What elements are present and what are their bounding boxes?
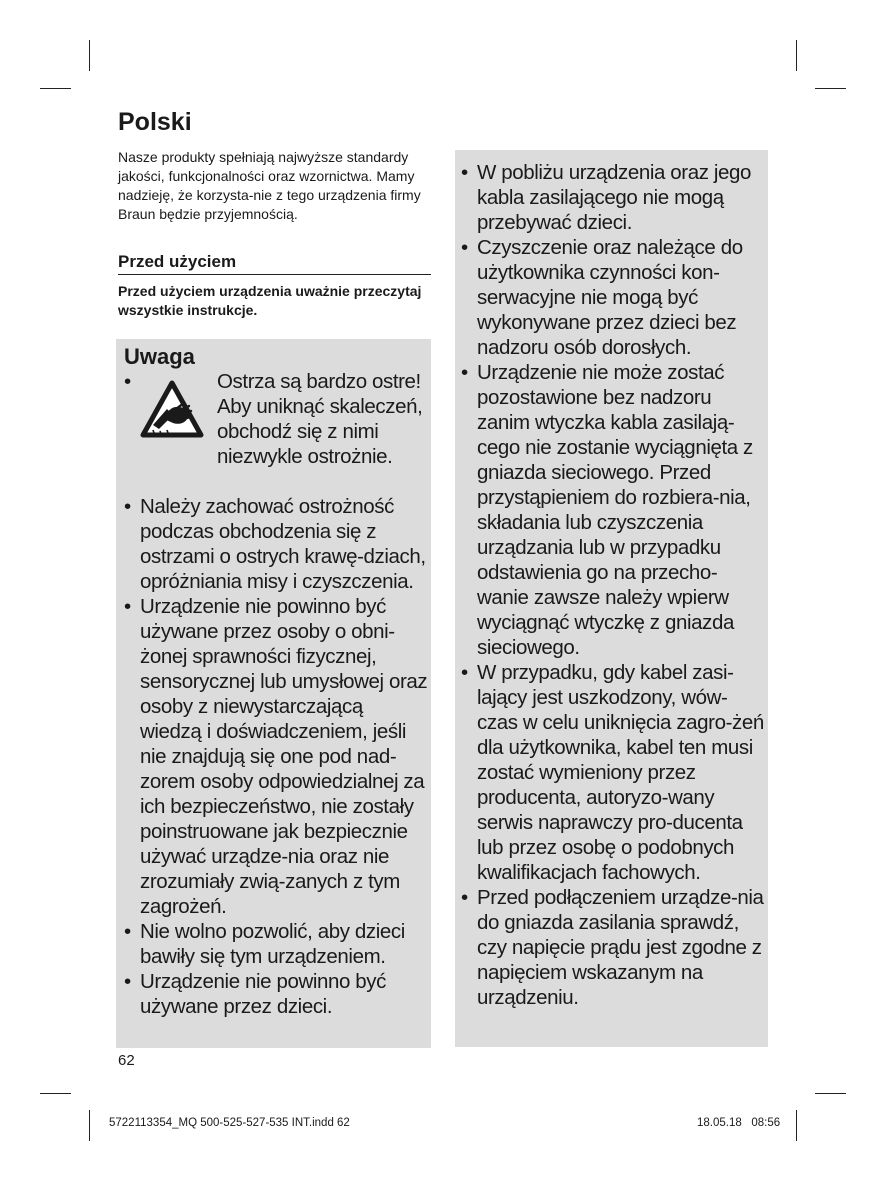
crop-mark bbox=[815, 88, 846, 89]
crop-mark bbox=[89, 40, 90, 71]
footer-file-info: 5722113354_MQ 500-525-527-535 INT.indd 62 bbox=[109, 1117, 350, 1129]
crop-mark bbox=[796, 1110, 797, 1141]
crop-mark bbox=[40, 88, 71, 89]
footer-datetime: 18.05.18 08:56 bbox=[697, 1117, 781, 1129]
bullet: • bbox=[124, 370, 131, 393]
section-heading: Przed użyciem bbox=[118, 252, 431, 275]
page-number: 62 bbox=[118, 1052, 135, 1069]
section-bold-note: Przed użyciem urządzenia uważnie przeczytaj wszystkie instrukcje. bbox=[118, 283, 422, 318]
list-item: • Nie wolno pozwolić, aby dzieci bawiły się tym urządzeniem. bbox=[124, 919, 429, 969]
list-item: • Urządzenie nie może zostać pozostawione bez nadzoru zanim wtyczka kabla zasilają-cego nie zostanie wyciągnięta z gniazda sieciowego. Przed przystąpieniem do rozbiera-nia, składania lub czyszczenia urządzania lub w przypadku odstawienia go na przecho-wanie zawsze należy wpierw wyciągnąć wtyczkę z gniazda sieciowego. bbox=[461, 360, 767, 660]
warning-title: Uwaga bbox=[124, 344, 195, 369]
page-title: Polski bbox=[118, 108, 192, 136]
crop-mark bbox=[815, 1093, 846, 1094]
warning-list bbox=[124, 494, 429, 1019]
warning-box bbox=[116, 339, 431, 1048]
intro-paragraph: Nasze produkty spełniają najwyższe standardy jakości, funkcjonalności oraz wzornictwa. Mamy nadzieję, że korzysta-nie z tego urządzenia firmy Braun będzie przyjemnością. bbox=[118, 149, 421, 222]
safety-box bbox=[455, 150, 768, 1047]
list-item: • W pobliżu urządzenia oraz jego kabla zasilającego nie mogą przebywać dzieci. bbox=[461, 160, 767, 235]
list-item: • Przed podłączeniem urządze-nia do gniazda zasilania sprawdź, czy napięcie prądu jest zgodne z napięciem wskazanym na urządzeniu. bbox=[461, 885, 767, 1010]
list-item: • Urządzenie nie powinno być używane przez osoby o obni-żonej sprawności fizycznej, sensorycznej lub umysłowej oraz osoby z niewystarczającą wiedzą i doświadczeniem, jeśli nie znajdują się one pod nad-zorem osoby odpowiedzialnej za ich bezpieczeństwo, nie zostały poinstruowane jak bezpiecznie używać urządze-nia oraz nie zrozumiały zwią-zanych z tym zagrożeń. bbox=[124, 594, 429, 919]
warning-first-item-text: Ostrza są bardzo ostre! Aby uniknąć skaleczeń, obchodź się z nimi niezwykle ostrożnie. bbox=[217, 370, 423, 468]
list-item: • Należy zachować ostrożność podczas obchodzenia się z ostrzami o ostrych krawę-dziach, opróżniania misy i czyszczenia. bbox=[124, 494, 429, 594]
crop-mark bbox=[89, 1110, 90, 1141]
list-item: • Czyszczenie oraz należące do użytkownika czynności kon-serwacyjne nie mogą być wykonywane przez dzieci bez nadzoru osób dorosłych. bbox=[461, 235, 767, 360]
blade-hazard-warning-icon bbox=[140, 379, 204, 439]
list-item: • Urządzenie nie powinno być używane przez dzieci. bbox=[124, 969, 429, 1019]
safety-list bbox=[461, 160, 767, 1010]
crop-mark bbox=[796, 40, 797, 71]
crop-mark bbox=[40, 1093, 71, 1094]
list-item: • W przypadku, gdy kabel zasi-lający jest uszkodzony, wów-czas w celu uniknięcia zagro-żeń dla użytkownika, kabel ten musi zostać wymieniony przez producenta, autoryzo-wany serwis naprawczy pro-ducenta lub przez osobę o podobnych kwalifikacjach fachowych. bbox=[461, 660, 767, 885]
warning-first-item bbox=[116, 369, 431, 494]
